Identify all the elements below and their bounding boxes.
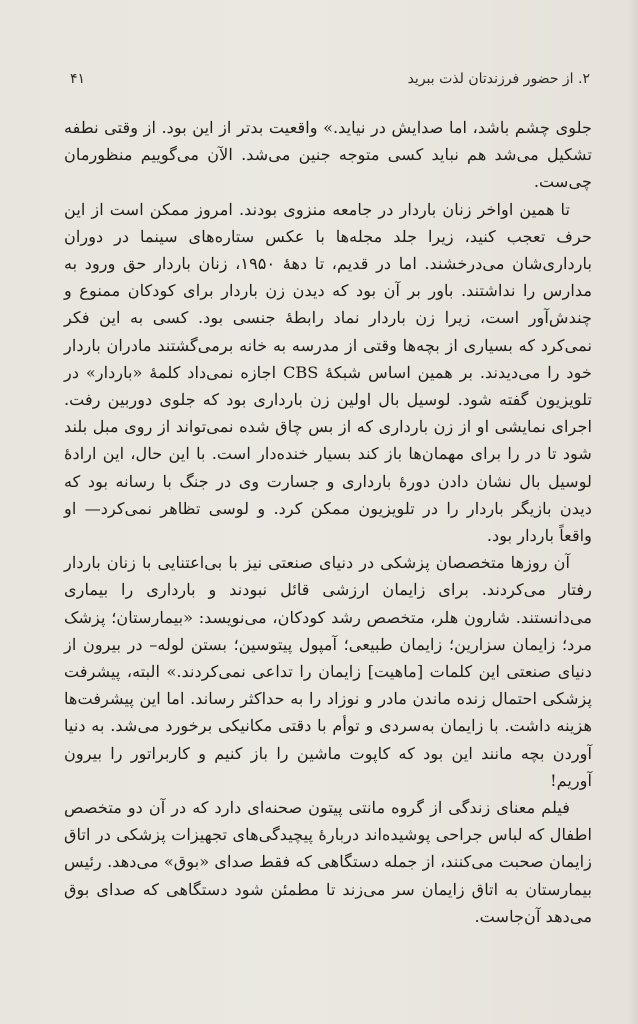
page-number: ۴۱ — [70, 71, 86, 87]
chapter-title: ۲. از حضور فرزندتان لذت ببرید — [407, 71, 590, 87]
paragraph-4: فیلم معنای زندگی از گروه مانتی پیتون صحنه‌ای دارد که در آن دو متخصص اطفال که لباس جراحی پوشیده‌اند دربارهٔ پیچیدگی‌های تجهیزات پزشکی در اتاق زایمان صحبت می‌کنند، از جمله دستگاهی که فقط صدای «بوق» می‌دهد. رئیس بیمارستان به اتاق زایمان سر می‌زند تا مطمئن شود دستگاهی که صدای بوق می‌دهد آن‌جاست. — [64, 798, 592, 926]
paragraph-3: آن روزها متخصصان پزشکی در دنیای صنعتی نیز با بی‌اعتنایی با زنان باردار رفتار می‌کردند. برای زایمان ارزشی قائل نبودند و بارداری را بیماری می‌دانستند. شارون هلر، متخصص رشد کودکان، می‌نویسد: «بیمارستان؛ پزشک مرد؛ زایمان سزارین؛ زایمان طبیعی؛ آمپول پیتوسین؛ بستن لوله– در بیرون از دنیای صنعتی این کلمات [ماهیت] زایمان را تداعی نمی‌کردند.» البته، پیشرفت پزشکی احتمال زنده ماندن مادر و نوزاد را به حداکثر رساند. اما این پیشرفت‌ها هزینه داشت. با زایمان به‌سردی و توأم با دقتی مکانیکی برخورد می‌شد. به دنیا آوردن بچه مانند این بود که کاپوت ماشین را باز کنیم و کاربراتور را بیرون آوریم! — [64, 553, 592, 790]
paragraph-2: تا همین اواخر زنان باردار در جامعه منزوی بودند. امروز ممکن است از این حرف تعجب کنید، زیرا جلد مجله‌ها با عکس ستاره‌های سینما در دوران بارداری‌شان می‌درخشند. اما در قدیم، تا دههٔ ۱۹۵۰، زنان باردار حق ورود به مدارس را نداشتند. باور بر آن بود که دیدن زن باردار برای کودکان ممنوع و چندش‌آور است، زیرا زن باردار نماد رابطهٔ جنسی بود. کسی به این فکر نمی‌کرد که بسیاری از بچه‌ها وقتی از مدرسه به خانه برمی‌گشتند مادران باردار خود را می‌دیدند. بر همین اساس شبکهٔ CBS اجازه نمی‌داد کلمهٔ «باردار» در تلویزیون گفته شود. لوسیل بال اولین زن بارداری بود که جلوی دوربین رفت. اجرای نمایشی او از زن بارداری که از بس چاق شده نمی‌تواند از روی مبل بلند شود تا در را برای مهمان‌ها باز کند بسیار خنده‌دار است. با این حال، این ارادهٔ لوسیل بال نشان دادن دورهٔ بارداری و جسارت وی در جنگ با رسانه بود که دیدن بازیگر باردار را در تلویزیون ممکن کرد. و لوسی تظاهر نمی‌کرد— او واقعاً باردار بود. — [64, 199, 592, 546]
page-edge-shadow — [628, 0, 638, 1024]
paragraph-1: جلوی چشم باشد، اما صدایش در نیاید.» واقعیت بدتر از این بود. از وقتی نطفه تشکیل می‌شد هم نباید کسی متوجه جنین می‌شد. الآن می‌گوییم منظورمان چی‌ست. — [64, 118, 592, 192]
body-text — [64, 114, 592, 930]
running-header — [70, 66, 590, 92]
